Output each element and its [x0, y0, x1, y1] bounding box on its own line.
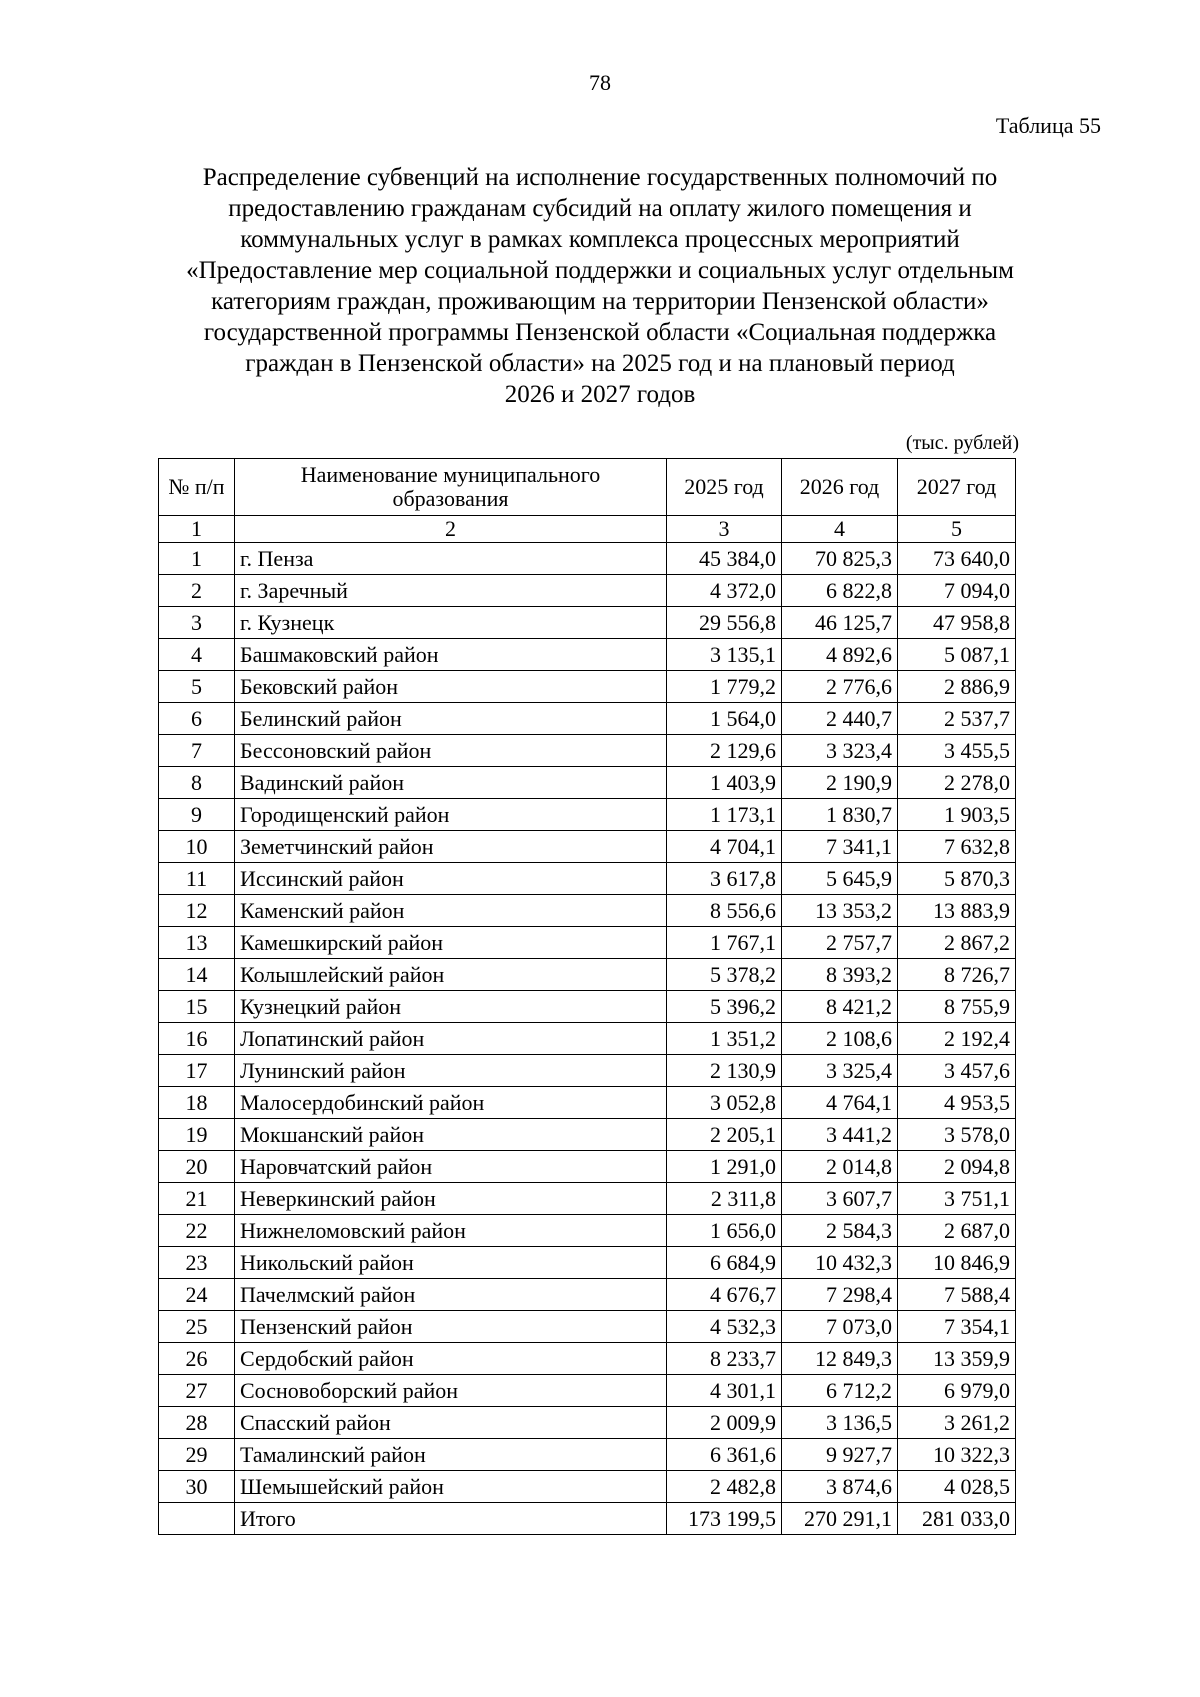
- municipality-cell: г. Кузнецк: [235, 607, 667, 639]
- table-row: [159, 1311, 1016, 1343]
- row-number-cell: 2: [159, 575, 235, 607]
- row-number-cell: 8: [159, 767, 235, 799]
- value-2027-cell: 7 354,1: [898, 1311, 1016, 1343]
- total-2026: 270 291,1: [782, 1503, 898, 1535]
- table-row: [159, 1215, 1016, 1247]
- value-2025-cell: 1 351,2: [667, 1023, 782, 1055]
- value-2025-cell: 1 291,0: [667, 1151, 782, 1183]
- value-2027-cell: 3 261,2: [898, 1407, 1016, 1439]
- title-line: коммунальных услуг в рамках комплекса процессных мероприятий: [240, 226, 960, 253]
- value-2027-cell: 7 632,8: [898, 831, 1016, 863]
- total-2027: 281 033,0: [898, 1503, 1016, 1535]
- municipality-cell: Башмаковский район: [235, 639, 667, 671]
- municipality-cell: Пачелмский район: [235, 1279, 667, 1311]
- municipality-cell: Лунинский район: [235, 1055, 667, 1087]
- table-row: [159, 1183, 1016, 1215]
- row-number-cell: 10: [159, 831, 235, 863]
- municipality-cell: Мокшанский район: [235, 1119, 667, 1151]
- table-row: [159, 543, 1016, 575]
- header-municipality: Наименование муниципального образования: [235, 459, 667, 516]
- municipality-cell: Каменский район: [235, 895, 667, 927]
- value-2026-cell: 4 764,1: [782, 1087, 898, 1119]
- value-2026-cell: 3 136,5: [782, 1407, 898, 1439]
- value-2027-cell: 7 094,0: [898, 575, 1016, 607]
- row-number-cell: 11: [159, 863, 235, 895]
- table-row: [159, 895, 1016, 927]
- municipality-cell: Нижнеломовский район: [235, 1215, 667, 1247]
- value-2027-cell: 8 726,7: [898, 959, 1016, 991]
- municipality-cell: Неверкинский район: [235, 1183, 667, 1215]
- value-2026-cell: 3 323,4: [782, 735, 898, 767]
- value-2027-cell: 4 953,5: [898, 1087, 1016, 1119]
- municipality-cell: Белинский район: [235, 703, 667, 735]
- row-number-cell: 23: [159, 1247, 235, 1279]
- value-2025-cell: 45 384,0: [667, 543, 782, 575]
- table-row: [159, 1375, 1016, 1407]
- value-2027-cell: 4 028,5: [898, 1471, 1016, 1503]
- table-row: [159, 735, 1016, 767]
- value-2027-cell: 5 087,1: [898, 639, 1016, 671]
- value-2025-cell: 2 009,9: [667, 1407, 782, 1439]
- value-2027-cell: 2 537,7: [898, 703, 1016, 735]
- column-number: 2: [235, 516, 667, 543]
- municipality-cell: Бековский район: [235, 671, 667, 703]
- row-number-cell: 22: [159, 1215, 235, 1247]
- header-2026: 2026 год: [782, 459, 898, 516]
- value-2027-cell: 2 094,8: [898, 1151, 1016, 1183]
- municipality-cell: Никольский район: [235, 1247, 667, 1279]
- value-2027-cell: 5 870,3: [898, 863, 1016, 895]
- municipality-cell: Сердобский район: [235, 1343, 667, 1375]
- units-note: (тыс. рублей): [905, 432, 1019, 454]
- row-number-cell: 24: [159, 1279, 235, 1311]
- value-2026-cell: 2 776,6: [782, 671, 898, 703]
- value-2026-cell: 8 393,2: [782, 959, 898, 991]
- municipality-cell: Иссинский район: [235, 863, 667, 895]
- municipality-cell: г. Заречный: [235, 575, 667, 607]
- row-number-cell: 16: [159, 1023, 235, 1055]
- row-number-cell: 18: [159, 1087, 235, 1119]
- header-2027: 2027 год: [898, 459, 1016, 516]
- table-row: [159, 831, 1016, 863]
- row-number-cell: 19: [159, 1119, 235, 1151]
- table-row: [159, 959, 1016, 991]
- value-2026-cell: 6 712,2: [782, 1375, 898, 1407]
- value-2025-cell: 2 205,1: [667, 1119, 782, 1151]
- value-2027-cell: 13 359,9: [898, 1343, 1016, 1375]
- total-number-cell: [159, 1503, 235, 1535]
- column-number: 4: [782, 516, 898, 543]
- value-2027-cell: 2 278,0: [898, 767, 1016, 799]
- municipality-cell: Наровчатский район: [235, 1151, 667, 1183]
- value-2027-cell: 3 578,0: [898, 1119, 1016, 1151]
- value-2026-cell: 12 849,3: [782, 1343, 898, 1375]
- value-2026-cell: 2 584,3: [782, 1215, 898, 1247]
- row-number-cell: 15: [159, 991, 235, 1023]
- municipality-cell: Сосновоборский район: [235, 1375, 667, 1407]
- value-2025-cell: 3 052,8: [667, 1087, 782, 1119]
- value-2025-cell: 8 233,7: [667, 1343, 782, 1375]
- table-row: [159, 1087, 1016, 1119]
- table-row: [159, 639, 1016, 671]
- value-2027-cell: 2 192,4: [898, 1023, 1016, 1055]
- value-2026-cell: 13 353,2: [782, 895, 898, 927]
- row-number-cell: 14: [159, 959, 235, 991]
- header-2025: 2025 год: [667, 459, 782, 516]
- value-2026-cell: 10 432,3: [782, 1247, 898, 1279]
- value-2026-cell: 46 125,7: [782, 607, 898, 639]
- table-row: [159, 575, 1016, 607]
- table-row: [159, 1439, 1016, 1471]
- municipality-cell: Малосердобинский район: [235, 1087, 667, 1119]
- row-number-cell: 6: [159, 703, 235, 735]
- value-2025-cell: 5 396,2: [667, 991, 782, 1023]
- column-number: 1: [159, 516, 235, 543]
- title-line: «Предоставление мер социальной поддержки и социальных услуг отдельным: [186, 257, 1014, 284]
- value-2025-cell: 8 556,6: [667, 895, 782, 927]
- row-number-cell: 29: [159, 1439, 235, 1471]
- row-number-cell: 26: [159, 1343, 235, 1375]
- column-number: 3: [667, 516, 782, 543]
- value-2025-cell: 3 135,1: [667, 639, 782, 671]
- value-2025-cell: 1 656,0: [667, 1215, 782, 1247]
- value-2025-cell: 1 564,0: [667, 703, 782, 735]
- municipality-cell: Шемышейский район: [235, 1471, 667, 1503]
- municipality-cell: Колышлейский район: [235, 959, 667, 991]
- value-2026-cell: 2 108,6: [782, 1023, 898, 1055]
- municipality-cell: Пензенский район: [235, 1311, 667, 1343]
- table-row: [159, 1151, 1016, 1183]
- row-number-cell: 12: [159, 895, 235, 927]
- value-2025-cell: 5 378,2: [667, 959, 782, 991]
- value-2025-cell: 2 311,8: [667, 1183, 782, 1215]
- table-header-row: [159, 459, 1016, 516]
- row-number-cell: 5: [159, 671, 235, 703]
- municipality-cell: г. Пенза: [235, 543, 667, 575]
- table-row: [159, 607, 1016, 639]
- value-2027-cell: 47 958,8: [898, 607, 1016, 639]
- value-2027-cell: 10 322,3: [898, 1439, 1016, 1471]
- value-2026-cell: 3 874,6: [782, 1471, 898, 1503]
- value-2027-cell: 3 751,1: [898, 1183, 1016, 1215]
- table-body: [159, 543, 1016, 1503]
- value-2026-cell: 2 757,7: [782, 927, 898, 959]
- row-number-cell: 3: [159, 607, 235, 639]
- value-2026-cell: 9 927,7: [782, 1439, 898, 1471]
- subvention-table: [158, 458, 1016, 1535]
- value-2027-cell: 10 846,9: [898, 1247, 1016, 1279]
- value-2027-cell: 6 979,0: [898, 1375, 1016, 1407]
- value-2025-cell: 4 676,7: [667, 1279, 782, 1311]
- title-line: предоставлению гражданам субсидий на оплату жилого помещения и: [228, 195, 972, 222]
- value-2025-cell: 29 556,8: [667, 607, 782, 639]
- value-2025-cell: 6 361,6: [667, 1439, 782, 1471]
- value-2025-cell: 6 684,9: [667, 1247, 782, 1279]
- municipality-cell: Лопатинский район: [235, 1023, 667, 1055]
- value-2026-cell: 7 341,1: [782, 831, 898, 863]
- value-2025-cell: 1 779,2: [667, 671, 782, 703]
- value-2027-cell: 2 886,9: [898, 671, 1016, 703]
- value-2026-cell: 2 190,9: [782, 767, 898, 799]
- value-2027-cell: 7 588,4: [898, 1279, 1016, 1311]
- value-2026-cell: 70 825,3: [782, 543, 898, 575]
- value-2027-cell: 8 755,9: [898, 991, 1016, 1023]
- header-number: № п/п: [159, 459, 235, 516]
- value-2025-cell: 4 372,0: [667, 575, 782, 607]
- row-number-cell: 13: [159, 927, 235, 959]
- table-row: [159, 863, 1016, 895]
- row-number-cell: 21: [159, 1183, 235, 1215]
- value-2026-cell: 4 892,6: [782, 639, 898, 671]
- value-2025-cell: 3 617,8: [667, 863, 782, 895]
- table-row: [159, 991, 1016, 1023]
- column-number: 5: [898, 516, 1016, 543]
- value-2027-cell: 1 903,5: [898, 799, 1016, 831]
- row-number-cell: 17: [159, 1055, 235, 1087]
- value-2025-cell: 4 301,1: [667, 1375, 782, 1407]
- table-row: [159, 767, 1016, 799]
- value-2025-cell: 2 129,6: [667, 735, 782, 767]
- value-2025-cell: 4 704,1: [667, 831, 782, 863]
- value-2025-cell: 2 482,8: [667, 1471, 782, 1503]
- table-row: [159, 1055, 1016, 1087]
- total-row: [159, 1503, 1016, 1535]
- row-number-cell: 30: [159, 1471, 235, 1503]
- value-2026-cell: 3 325,4: [782, 1055, 898, 1087]
- table-label: Таблица 55: [995, 113, 1101, 138]
- municipality-cell: Земетчинский район: [235, 831, 667, 863]
- value-2025-cell: 4 532,3: [667, 1311, 782, 1343]
- value-2025-cell: 1 767,1: [667, 927, 782, 959]
- row-number-cell: 1: [159, 543, 235, 575]
- table-row: [159, 1343, 1016, 1375]
- value-2026-cell: 7 298,4: [782, 1279, 898, 1311]
- title-line: государственной программы Пензенской области «Социальная поддержка: [203, 319, 997, 346]
- table-row: [159, 799, 1016, 831]
- table-row: [159, 1407, 1016, 1439]
- table-row: [159, 1279, 1016, 1311]
- row-number-cell: 20: [159, 1151, 235, 1183]
- municipality-cell: Спасский район: [235, 1407, 667, 1439]
- table-row: [159, 927, 1016, 959]
- total-2025: 173 199,5: [667, 1503, 782, 1535]
- municipality-cell: Кузнецкий район: [235, 991, 667, 1023]
- value-2026-cell: 2 440,7: [782, 703, 898, 735]
- value-2026-cell: 2 014,8: [782, 1151, 898, 1183]
- value-2026-cell: 6 822,8: [782, 575, 898, 607]
- municipality-cell: Вадинский район: [235, 767, 667, 799]
- row-number-cell: 7: [159, 735, 235, 767]
- value-2025-cell: 2 130,9: [667, 1055, 782, 1087]
- value-2027-cell: 13 883,9: [898, 895, 1016, 927]
- table-row: [159, 1119, 1016, 1151]
- table-row: [159, 703, 1016, 735]
- value-2025-cell: 1 403,9: [667, 767, 782, 799]
- municipality-cell: Тамалинский район: [235, 1439, 667, 1471]
- municipality-cell: Камешкирский район: [235, 927, 667, 959]
- municipality-cell: Бессоновский район: [235, 735, 667, 767]
- value-2027-cell: 2 867,2: [898, 927, 1016, 959]
- row-number-cell: 27: [159, 1375, 235, 1407]
- page-number: 78: [589, 70, 611, 95]
- row-number-cell: 25: [159, 1311, 235, 1343]
- value-2025-cell: 1 173,1: [667, 799, 782, 831]
- value-2026-cell: 3 441,2: [782, 1119, 898, 1151]
- total-label: Итого: [235, 1503, 667, 1535]
- column-number-row: [159, 516, 1016, 543]
- value-2026-cell: 7 073,0: [782, 1311, 898, 1343]
- value-2026-cell: 1 830,7: [782, 799, 898, 831]
- value-2027-cell: 3 455,5: [898, 735, 1016, 767]
- table-row: [159, 1023, 1016, 1055]
- title-line: категориям граждан, проживающим на территории Пензенской области»: [211, 288, 989, 315]
- table-row: [159, 1247, 1016, 1279]
- title-line: граждан в Пензенской области» на 2025 год и на плановый период: [245, 350, 955, 377]
- municipality-cell: Городищенский район: [235, 799, 667, 831]
- row-number-cell: 9: [159, 799, 235, 831]
- value-2027-cell: 2 687,0: [898, 1215, 1016, 1247]
- value-2026-cell: 8 421,2: [782, 991, 898, 1023]
- row-number-cell: 28: [159, 1407, 235, 1439]
- table-row: [159, 1471, 1016, 1503]
- title-line: 2026 и 2027 годов: [504, 381, 696, 408]
- title-line: Распределение субвенций на исполнение государственных полномочий по: [202, 164, 998, 191]
- table-row: [159, 671, 1016, 703]
- value-2026-cell: 5 645,9: [782, 863, 898, 895]
- row-number-cell: 4: [159, 639, 235, 671]
- value-2027-cell: 3 457,6: [898, 1055, 1016, 1087]
- value-2026-cell: 3 607,7: [782, 1183, 898, 1215]
- value-2027-cell: 73 640,0: [898, 543, 1016, 575]
- document-title: [110, 162, 1090, 410]
